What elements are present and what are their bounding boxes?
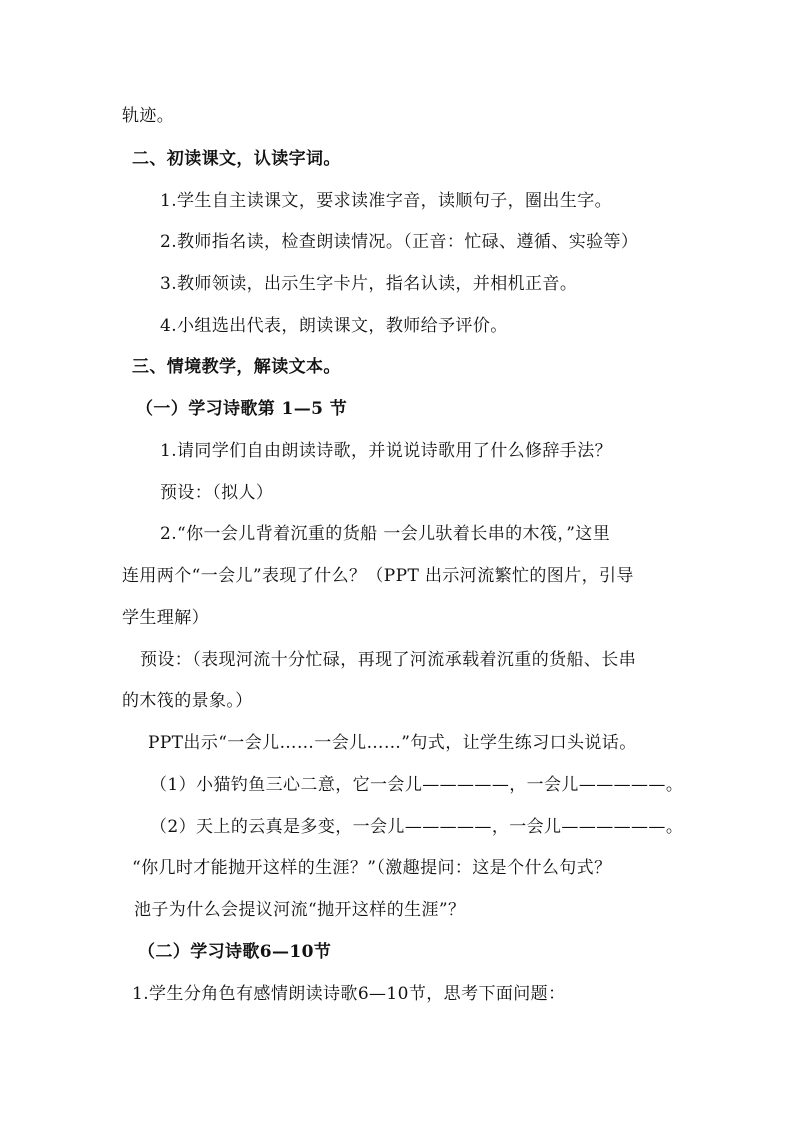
sentence-pattern-instruction: PPT出示“一会儿……一会儿……”句式，让学生练习口头说话。 bbox=[148, 733, 637, 753]
question-1: 1.请同学们自由朗读诗歌，并说说诗歌用了什么修辞手法？ bbox=[160, 441, 613, 461]
section-heading-2: 二、初读课文，认读字词。 bbox=[132, 149, 341, 169]
list-item-2: 2.教师指名读，检查朗读情况。（正音：忙碌、遵循、实验等） bbox=[160, 232, 639, 252]
question-2-line-2: 连用两个“一会儿”表现了什么？（PPT 出示河流繁忙的图片，引导 bbox=[122, 566, 634, 586]
question-quote-line-1: “你几时才能抛开这样的生涯？”（激趣提问：这是个什么句式？ bbox=[132, 858, 612, 878]
question-2-line-3: 学生理解） bbox=[122, 608, 209, 628]
list-item-4: 4.小组选出代表，朗读课文，教师给予评价。 bbox=[160, 316, 508, 336]
practice-sentence-1: （1）小猫钓鱼三心二意，它一会儿—————，一会儿—————。 bbox=[150, 775, 684, 795]
question-quote-line-2: 池子为什么会提议河流“抛开这样的生涯”？ bbox=[134, 900, 466, 920]
list-item-1: 1.学生自主读课文，要求读准字音，读顺句子，圈出生字。 bbox=[160, 191, 613, 211]
preset-answer-2-line-1: 预设：（表现河流十分忙碌，再现了河流承载着沉重的货船、长串 bbox=[140, 650, 637, 670]
role-reading-task: 1.学生分角色有感情朗读诗歌6—10节，思考下面问题： bbox=[132, 984, 566, 1004]
list-item-3: 3.教师领读，出示生字卡片，指名认读，并相机正音。 bbox=[160, 274, 578, 294]
preset-answer-1: 预设：（拟人） bbox=[160, 483, 274, 503]
subsection-heading-1: （一）学习诗歌第 1—5 节 bbox=[136, 399, 348, 419]
preset-answer-2-line-2: 的木筏的景象。） bbox=[122, 691, 253, 711]
practice-sentence-2: （2）天上的云真是多变，一会儿—————，一会儿——————。 bbox=[150, 817, 684, 837]
question-2-line-1: 2.“你一会儿背着沉重的货船 一会儿驮着长串的木筏，”这里 bbox=[160, 524, 611, 544]
section-heading-3: 三、情境教学，解读文本。 bbox=[132, 357, 341, 377]
subsection-heading-2: （二）学习诗歌6—10节 bbox=[138, 942, 332, 962]
text-line-trajectory: 轨迹。 bbox=[122, 106, 175, 126]
